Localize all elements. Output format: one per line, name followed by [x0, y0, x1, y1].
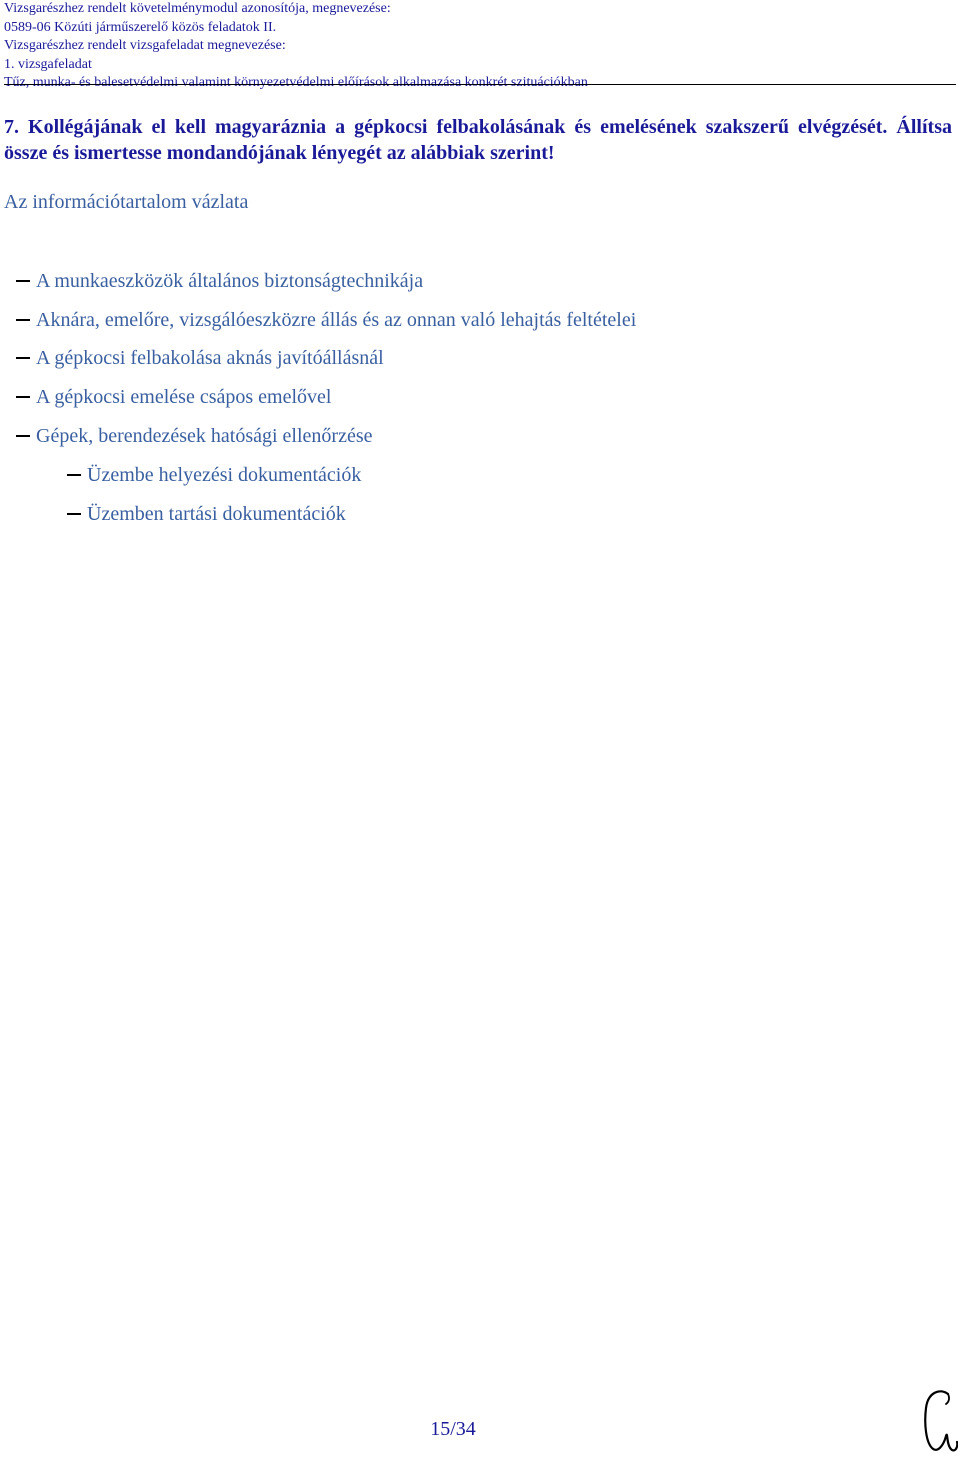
dash-bullet-icon	[67, 513, 81, 515]
dash-bullet-icon	[16, 435, 30, 437]
header-line-module-label: Vizsgarészhez rendelt követelménymodul azonosítója, megnevezése:	[4, 1, 391, 16]
outline-item-text: A munkaeszközök általános biztonságtechnikája	[36, 270, 424, 292]
header-line-task-number: 1. vizsgafeladat	[4, 56, 92, 72]
outline-item-text: Gépek, berendezések hatósági ellenőrzése	[36, 425, 373, 447]
outline-subitem-text: Üzemben tartási dokumentációk	[87, 503, 346, 525]
outline-title: Az információtartalom vázlata	[4, 191, 249, 213]
header-line-task-label: Vizsgarészhez rendelt vizsgafeladat megnevezése:	[4, 38, 286, 53]
dash-bullet-icon	[16, 396, 30, 398]
header-line-task-name: Tűz, munka- és balesetvédelmi valamint környezetvédelmi előírások alkalmazása konkrét szituációkban	[4, 75, 588, 90]
dash-bullet-icon	[67, 474, 81, 476]
document-header	[4, 0, 588, 93]
outline-item	[16, 345, 384, 371]
dash-bullet-icon	[16, 280, 30, 282]
outline-subitem	[67, 501, 346, 527]
header-line-module-name: 0589-06 Közúti járműszerelő közös feladatok II.	[4, 19, 277, 35]
outline-item-text: Aknára, emelőre, vizsgálóeszközre állás és az onnan való lehajtás feltételei	[36, 309, 637, 331]
outline-subitem-text: Üzembe helyezési dokumentációk	[87, 464, 362, 486]
outline-item	[16, 268, 423, 294]
signature-mark	[918, 1386, 958, 1458]
outline-item	[16, 307, 636, 333]
outline-item	[16, 423, 373, 449]
question-text: 7. Kollégájának el kell magyaráznia a gépkocsi felbakolásának és emelésének szakszerű elvégzését. Állítsa össze és ismertesse mondandójának lényegét az alábbiak szerint!	[4, 116, 952, 164]
outline-item-text: A gépkocsi emelése csápos emelővel	[36, 386, 332, 408]
dash-bullet-icon	[16, 357, 30, 359]
dash-bullet-icon	[16, 319, 30, 321]
outline-item-text: A gépkocsi felbakolása aknás javítóállásnál	[36, 347, 384, 369]
outline-subitem	[67, 462, 361, 488]
header-divider	[4, 84, 956, 85]
page-number: 15/34	[430, 1418, 476, 1440]
outline-item	[16, 384, 331, 410]
